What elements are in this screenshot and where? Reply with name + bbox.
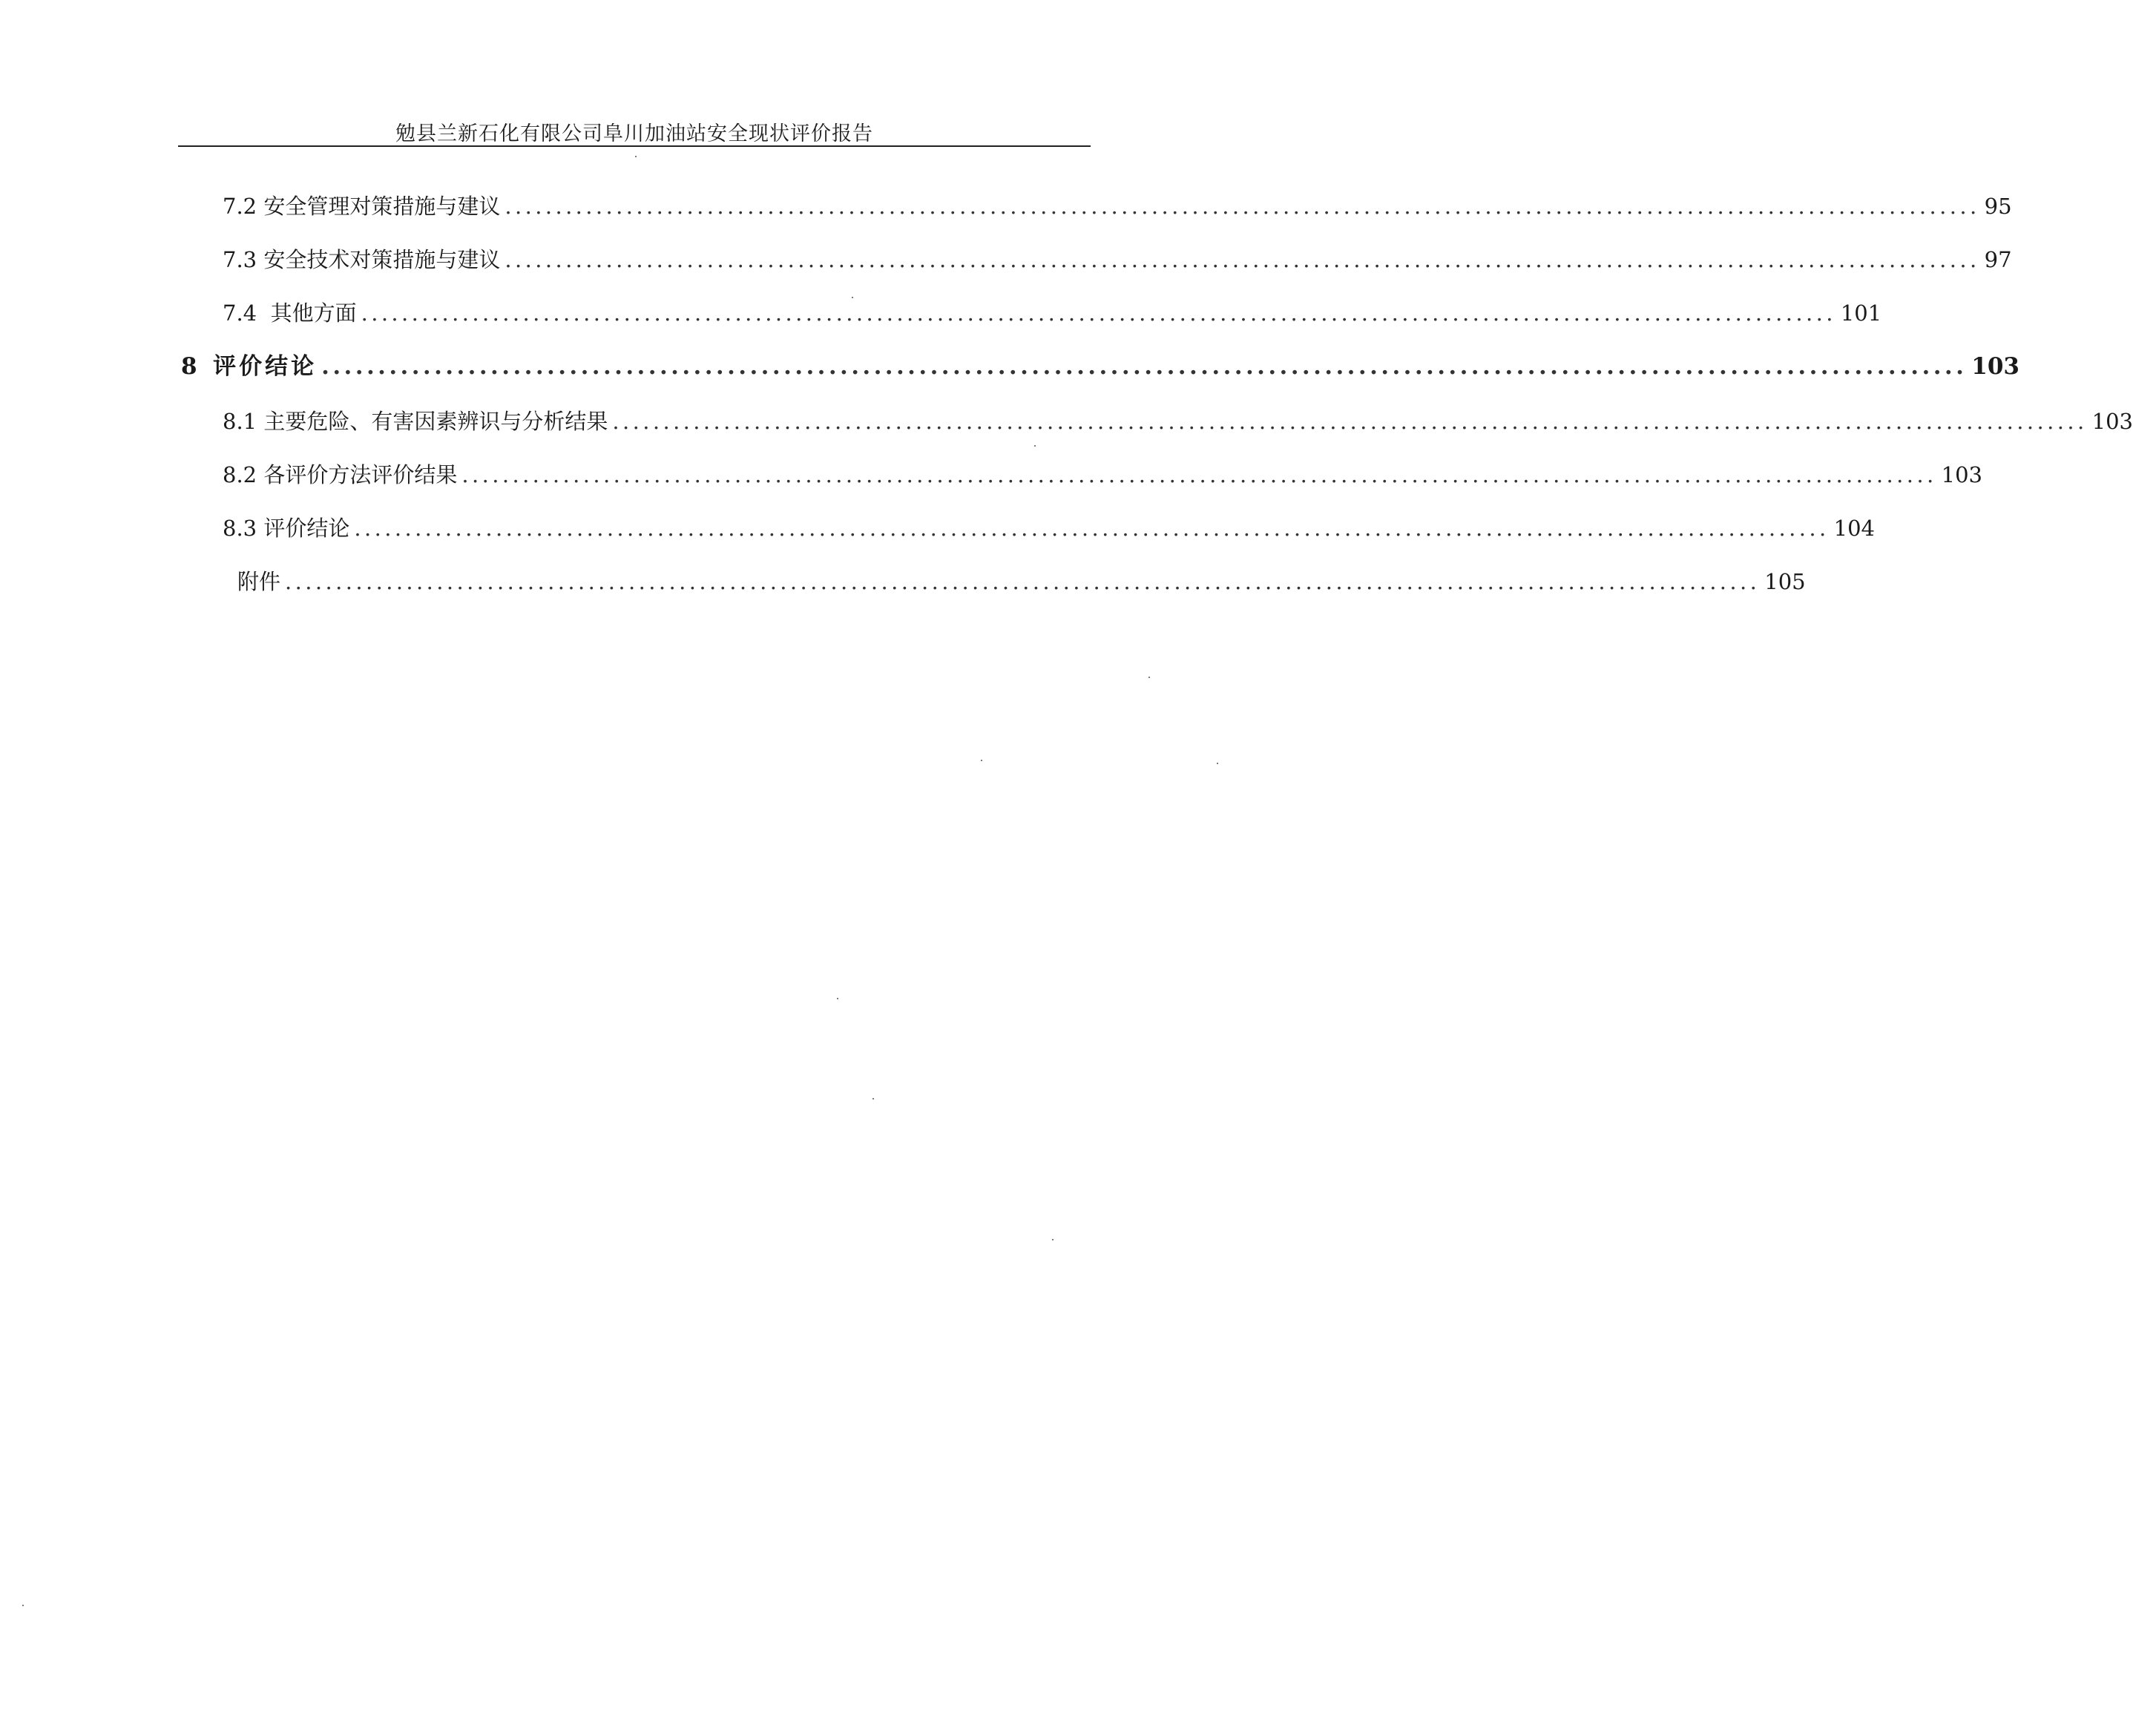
scan-speck: [1034, 445, 1036, 447]
scan-speck: [872, 1098, 874, 1099]
toc-dot-leader: ..................................................................................................................................................: [612, 409, 2088, 434]
toc-dot-leader: ..................................................................................................................................................: [361, 300, 1836, 326]
scan-speck: [1217, 763, 1218, 764]
toc-entry-label: [223, 513, 349, 543]
toc-entry-title: 评价结论: [213, 353, 318, 380]
toc-entry-number: 8.2: [223, 462, 257, 487]
page-header-title: 勉县兰新石化有限公司阜川加油站安全现状评价报告: [395, 122, 873, 145]
toc-dot-leader: ..................................................................................................................................................: [505, 247, 1980, 272]
toc-entry-title: 安全技术对策措施与建议: [263, 247, 501, 272]
toc-entry-page: 97: [1984, 247, 2012, 272]
toc-entry-page: 103: [2091, 409, 2133, 434]
toc-dot-leader: ..................................................................................................................................................: [354, 516, 1830, 541]
toc-entry-label: [223, 191, 500, 221]
toc-entry-chapter[interactable]: [181, 352, 2019, 381]
toc-dot-leader: ..................................................................................................................................................: [285, 569, 1761, 594]
toc-entry-number: 7.2: [223, 194, 257, 219]
scan-speck: [852, 297, 853, 298]
toc-entry[interactable]: [223, 298, 1882, 328]
toc-entry-number: 7.3: [223, 247, 257, 272]
header-rule: [178, 145, 1091, 147]
toc-entry-title: 附件: [237, 569, 281, 594]
toc-entry-title: 主要危险、有害因素辨识与分析结果: [263, 409, 608, 434]
toc-dot-leader: ..................................................................................................................................................: [461, 462, 1937, 487]
toc-entry-title: 安全管理对策措施与建议: [263, 194, 501, 219]
toc-entry[interactable]: [223, 191, 2012, 221]
toc-entry-appendix[interactable]: [237, 567, 1806, 596]
toc-entry-page: 101: [1840, 300, 1882, 326]
toc-entry-number: 8.3: [223, 516, 257, 541]
toc-entry-page: 103: [1941, 462, 1982, 487]
toc-entry[interactable]: [223, 407, 2133, 436]
scan-speck: [635, 156, 637, 157]
scan-speck: [22, 1605, 24, 1606]
toc-entry-number: 8: [181, 353, 197, 380]
scan-speck: [837, 998, 838, 999]
toc-entry-page: 104: [1833, 516, 1875, 541]
toc-entry-number: 7.4: [223, 300, 257, 326]
toc-entry-page: 103: [1971, 353, 2019, 380]
toc-entry-label: [223, 460, 457, 490]
toc-entry-label: [237, 567, 280, 596]
toc-entry-label: [223, 407, 608, 436]
scan-speck: [1052, 1239, 1054, 1240]
toc-entry[interactable]: [223, 513, 1875, 543]
toc-entry-label: [181, 352, 317, 381]
toc-dot-leader: ..................................................................................................................................................: [505, 194, 1980, 219]
toc-entry-page: 95: [1984, 194, 2012, 219]
toc-entry-label: [223, 245, 500, 274]
toc-entry[interactable]: [223, 245, 2012, 274]
toc-entry-title: 其他方面: [270, 300, 357, 326]
toc-entry-title: 各评价方法评价结果: [263, 462, 458, 487]
scan-speck: [1148, 677, 1150, 678]
toc-entry-title: 评价结论: [263, 516, 350, 541]
scan-speck: [981, 760, 982, 761]
toc-entry[interactable]: [223, 460, 1982, 490]
toc-dot-leader: ..................................................................................................................................................: [321, 353, 1968, 380]
toc-entry-page: 105: [1764, 569, 1806, 594]
toc-entry-label: [223, 298, 357, 328]
toc-entry-number: 8.1: [223, 409, 257, 434]
